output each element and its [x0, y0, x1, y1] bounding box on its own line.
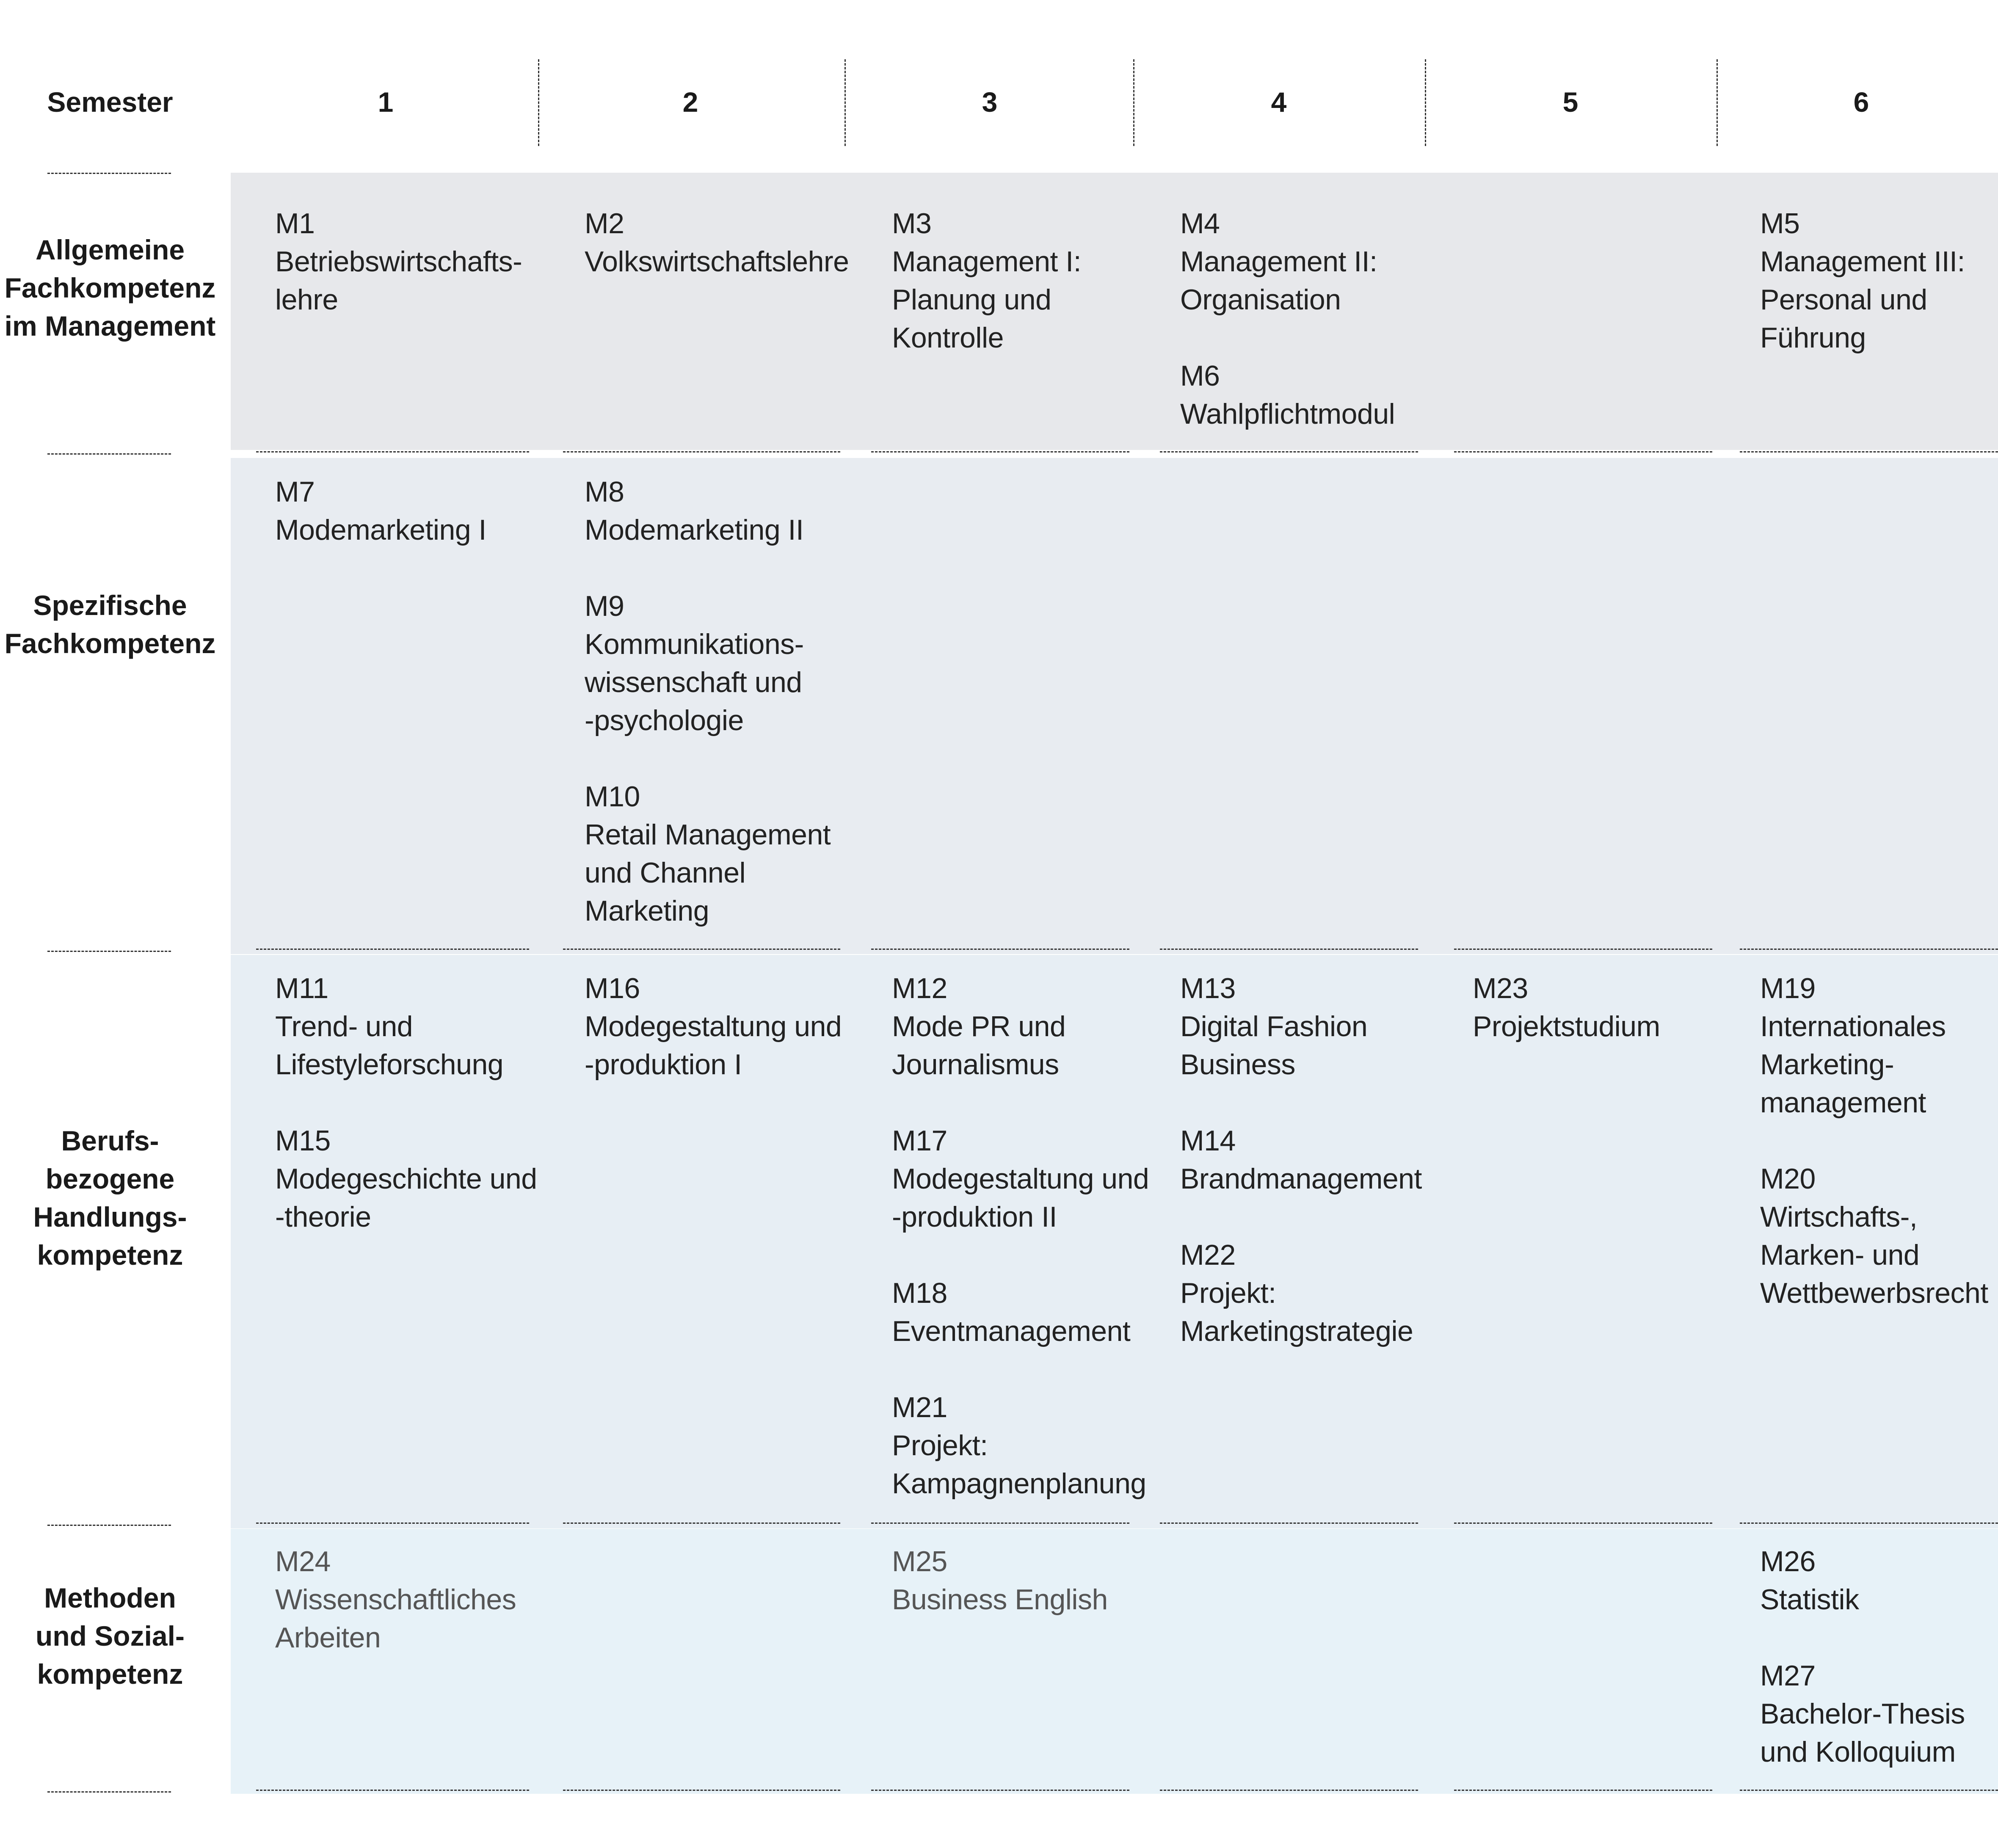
row-divider [256, 1790, 529, 1791]
row-divider [1454, 1790, 1712, 1791]
module-code: M12 [892, 972, 947, 1004]
column-divider [1425, 59, 1426, 146]
module-code: M22 [1180, 1239, 1236, 1271]
module-entry [892, 969, 1149, 1084]
module-code: M25 [892, 1545, 947, 1578]
module-code: M4 [1180, 207, 1220, 240]
module-title: Mode PR und Journalismus [892, 1010, 1066, 1081]
module-title: Retail Management und Channel Marketing [585, 819, 831, 927]
module-code: M24 [275, 1545, 331, 1578]
row-divider [871, 1790, 1129, 1791]
module-entry [892, 1274, 1149, 1350]
module-title: Management II: Organisation [1180, 245, 1377, 316]
row-divider [1454, 451, 1712, 452]
cell-r2-s2 [585, 473, 831, 930]
module-title: Management III: Personal und Führung [1760, 245, 1965, 354]
module-title: Modemarketing II [585, 514, 804, 546]
module-title: Modegeschichte und -theorie [275, 1163, 537, 1233]
row-divider [1740, 1523, 1998, 1524]
row-divider [563, 1790, 840, 1791]
module-title: Projekt: Kampagnenplanung [892, 1429, 1146, 1500]
module-code: M19 [1760, 972, 1816, 1004]
module-code: M7 [275, 476, 315, 508]
module-title: Trend- und Lifestyleforschung [275, 1010, 504, 1081]
category-spezifische-fachkompetenz: Spezifische Fachkompetenz [4, 590, 216, 659]
cell-r3-s6 [1760, 969, 1988, 1312]
cell-r3-s2 [585, 969, 842, 1084]
row-divider [256, 949, 529, 950]
module-entry [275, 473, 486, 549]
module-title: Brandmanagement [1180, 1163, 1422, 1195]
module-code: M17 [892, 1125, 947, 1157]
category-allgemeine-fachkompetenz: Allgemeine Fachkompetenz im Management [4, 234, 216, 342]
semester-label: Semester [47, 86, 173, 118]
module-title: Modemarketing I [275, 514, 486, 546]
module-entry [1760, 1542, 1965, 1619]
module-title: Modegestaltung und -produktion II [892, 1163, 1149, 1233]
module-entry [275, 204, 522, 319]
module-code: M9 [585, 590, 624, 622]
module-title: Statistik [1760, 1583, 1859, 1616]
module-code: M23 [1473, 972, 1528, 1004]
module-entry [1760, 1657, 1965, 1771]
column-divider [1133, 59, 1134, 146]
row-divider [1740, 949, 1998, 950]
module-entry [585, 473, 831, 549]
row-divider [563, 949, 840, 950]
row-divider [563, 1523, 840, 1524]
row-background-spezifische [231, 458, 1998, 954]
row-divider [871, 949, 1129, 950]
module-code: M10 [585, 781, 640, 813]
module-code: M13 [1180, 972, 1236, 1004]
module-code: M15 [275, 1125, 331, 1157]
module-entry [585, 969, 842, 1084]
module-entry [892, 1542, 1108, 1619]
module-title: Bachelor-Thesis und Kolloquium [1760, 1698, 1965, 1768]
category-methoden-sozialkompetenz: Methoden und Sozial- kompetenz [36, 1582, 185, 1690]
column-divider [1717, 59, 1718, 146]
row-divider [1740, 451, 1998, 452]
module-title: Management I: Planung und Kontrolle [892, 245, 1082, 354]
module-title: Digital Fashion Business [1180, 1010, 1368, 1081]
semester-1: 1 [378, 86, 394, 118]
row-divider [1740, 1790, 1998, 1791]
module-title: Projektstudium [1473, 1010, 1660, 1043]
row-divider [47, 951, 171, 952]
module-code: M2 [585, 207, 624, 240]
module-entry [585, 778, 831, 930]
semester-5: 5 [1562, 86, 1579, 118]
row-divider [47, 173, 171, 174]
module-title: Volkswirtschaftslehre [585, 245, 849, 278]
semester-3: 3 [982, 86, 998, 118]
row-divider [871, 451, 1129, 452]
row-divider [563, 451, 840, 452]
module-title: Wirtschafts-, Marken- und Wettbewerbsrecht [1760, 1201, 1988, 1309]
row-divider [1160, 949, 1418, 950]
row-divider [256, 1523, 529, 1524]
column-divider [844, 59, 846, 146]
module-title: Modegestaltung und -produktion I [585, 1010, 842, 1081]
module-code: M8 [585, 476, 624, 508]
semester-4: 4 [1271, 86, 1287, 118]
module-title: Internationales Marketing- management [1760, 1010, 1946, 1119]
module-code: M20 [1760, 1163, 1816, 1195]
cell-r3-s3 [892, 969, 1149, 1503]
module-title: Eventmanagement [892, 1315, 1131, 1347]
cell-r1-s1 [275, 204, 522, 319]
module-code: M3 [892, 207, 932, 240]
module-entry [892, 1122, 1149, 1236]
module-code: M6 [1180, 360, 1220, 392]
column-divider [538, 59, 539, 146]
module-entry [275, 1542, 516, 1657]
cell-r1-s6 [1760, 204, 1965, 357]
module-code: M18 [892, 1277, 947, 1309]
module-code: M16 [585, 972, 640, 1004]
cell-r2-s1 [275, 473, 486, 549]
category-berufsbezogene-handlungskompetenz: Berufs- bezogene Handlungs- kompetenz [33, 1125, 187, 1271]
cell-r3-s1 [275, 969, 537, 1236]
row-divider [871, 1523, 1129, 1524]
module-entry [892, 1388, 1149, 1503]
cell-r3-s5 [1473, 969, 1660, 1045]
module-entry [1180, 1122, 1422, 1198]
cell-r4-s3 [892, 1542, 1108, 1619]
row-divider [1160, 1523, 1418, 1524]
module-code: M27 [1760, 1660, 1816, 1692]
row-divider [47, 453, 171, 455]
module-code: M5 [1760, 207, 1800, 240]
module-entry [1473, 969, 1660, 1045]
module-code: M26 [1760, 1545, 1816, 1578]
module-entry [1760, 1160, 1988, 1312]
module-entry [892, 204, 1081, 357]
module-entry [585, 204, 849, 281]
semester-2: 2 [682, 86, 698, 118]
module-entry [1760, 969, 1988, 1122]
row-divider [1454, 949, 1712, 950]
module-title: Betriebswirtschafts- lehre [275, 245, 522, 316]
cell-r1-s3 [892, 204, 1081, 357]
cell-r1-s4 [1180, 204, 1395, 433]
cell-r4-s1 [275, 1542, 516, 1657]
cell-r1-s2 [585, 204, 849, 281]
row-divider [1454, 1523, 1712, 1524]
module-code: M14 [1180, 1125, 1236, 1157]
module-entry [275, 1122, 537, 1236]
module-entry [1180, 1236, 1422, 1350]
row-divider [47, 1525, 171, 1526]
module-code: M21 [892, 1391, 947, 1423]
row-divider [256, 451, 529, 452]
module-code: M11 [275, 972, 328, 1004]
module-title: Wissenschaftliches Arbeiten [275, 1583, 516, 1654]
module-title: Kommunikations- wissenschaft und -psychologie [585, 628, 804, 736]
row-divider [1160, 1790, 1418, 1791]
module-entry [275, 969, 537, 1084]
module-entry [1180, 204, 1395, 319]
module-code: M1 [275, 207, 315, 240]
module-entry [585, 587, 831, 739]
module-entry [1180, 969, 1422, 1084]
module-title: Wahlpflichtmodul [1180, 398, 1395, 430]
module-title: Business English [892, 1583, 1108, 1616]
row-divider [47, 1791, 171, 1793]
row-divider [1160, 451, 1418, 452]
cell-r4-s6 [1760, 1542, 1965, 1771]
cell-r3-s4 [1180, 969, 1422, 1350]
module-entry [1760, 204, 1965, 357]
semester-6: 6 [1853, 86, 1869, 118]
module-entry [1180, 357, 1395, 433]
module-title: Projekt: Marketingstrategie [1180, 1277, 1413, 1347]
